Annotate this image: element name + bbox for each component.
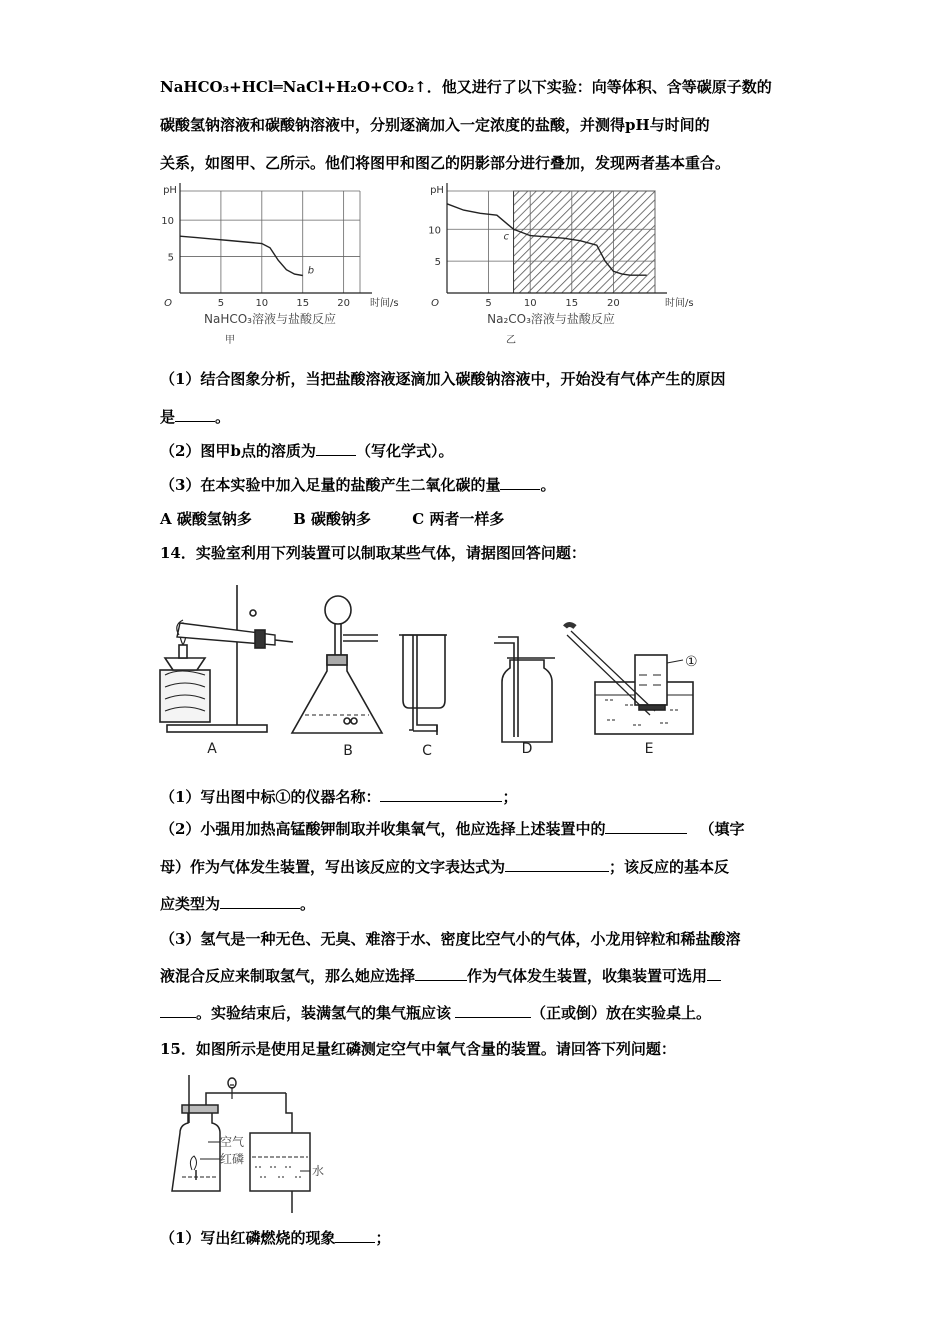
q14-3-line-a: （3）氢气是一种无色、无臭、难溶于水、密度比空气小的气体，小龙用锌粒和稀盐酸溶	[160, 930, 741, 948]
q14-2-line-b: 母）作为气体发生装置，写出该反应的文字表达式为 ；该反应的基本反	[160, 858, 730, 876]
chart-title: NaHCO₃溶液与盐酸反应	[204, 312, 336, 326]
x-tick-label: 10	[523, 298, 537, 309]
apparatus-figure	[155, 575, 715, 765]
answer-blank[interactable]	[316, 441, 356, 456]
y-tick-label: 10	[428, 225, 441, 237]
reaction-equation: NaHCO₃+HCl═NaCl+H₂O+CO₂↑	[160, 78, 427, 96]
q13-2: （2）图甲b点的溶质为 （写化学式）。	[160, 442, 454, 460]
q14-3-line-b: 液混合反应来制取氢气，那么她应选择 作为气体发生装置，收集装置可选用	[160, 966, 721, 986]
label-water: 水	[312, 1164, 325, 1178]
answer-blank[interactable]	[500, 475, 540, 490]
intro-line-2: 碳酸氢钠溶液和碳酸钠溶液中，分别逐滴加入一定浓度的盐酸，并测得pH与时间的	[160, 116, 710, 134]
apparatus-label: C	[422, 743, 432, 759]
option-c: C 两者一样多	[412, 510, 505, 528]
q13-1-line-b: 是 。	[160, 408, 231, 426]
apparatus-a	[160, 585, 293, 732]
q15-title: 15．如图所示是使用足量红磷测定空气中氧气含量的装置。请回答下列问题：	[160, 1040, 676, 1058]
answer-blank[interactable]	[335, 1228, 375, 1243]
answer-blank[interactable]	[605, 819, 687, 834]
x-tick-label: 5	[217, 298, 225, 309]
apparatus-e	[565, 625, 693, 735]
origin-label: O	[431, 298, 439, 309]
q14-title: 14．实验室利用下列装置可以制取某些气体，请据图回答问题：	[160, 544, 586, 562]
q14-1: （1）写出图中标①的仪器名称： ；	[160, 788, 518, 806]
y-tick-label: 10	[161, 216, 174, 228]
option-b: B 碳酸钠多	[293, 510, 372, 528]
q13-1-line-a: （1）结合图象分析，当把盐酸溶液逐滴加入碳酸钠溶液中，开始没有气体产生的原因	[160, 370, 726, 388]
label-air: 空气	[220, 1135, 245, 1149]
q14-2-line-a: （2）小强用加热高锰酸钾制取并收集氧气，他应选择上述装置中的 （填字	[160, 820, 745, 838]
y-tick-label: 5	[167, 252, 174, 264]
q14-3-line-c: 。实验结束后，装满氢气的集气瓶应该 （正或倒）放在实验桌上。	[160, 1003, 711, 1023]
chart-title: Na₂CO₃溶液与盐酸反应	[487, 312, 615, 326]
answer-blank[interactable]	[455, 1003, 531, 1018]
panel-label: 甲	[225, 335, 235, 346]
intro-line-3: 关系，如图甲、乙所示。他们将图甲和图乙的阴影部分进行叠加，发现两者基本重合。	[160, 154, 731, 172]
chart-na2co3	[425, 183, 725, 353]
answer-blank[interactable]	[220, 894, 300, 909]
origin-label: O	[164, 298, 172, 309]
point-label: b	[307, 265, 315, 277]
apparatus-c	[399, 635, 447, 735]
marker-1: ①	[685, 654, 698, 670]
answer-blank[interactable]	[160, 1003, 196, 1018]
apparatus-label: A	[207, 741, 217, 757]
q14-2-line-c: 应类型为 。	[160, 895, 316, 913]
panel-label: 乙	[506, 335, 516, 346]
answer-blank[interactable]	[707, 966, 721, 981]
apparatus-d	[494, 637, 555, 742]
y-axis-label: pH	[163, 185, 177, 196]
x-tick-label: 15	[565, 298, 579, 309]
intro-line-1: NaHCO₃+HCl═NaCl+H₂O+CO₂↑．他又进行了以下实验：向等体积、含等碳原子数的	[160, 78, 772, 96]
chart-nahco3	[158, 183, 438, 353]
x-tick-label: 5	[485, 298, 492, 309]
point-label: c	[503, 231, 510, 243]
ph-curve	[180, 236, 303, 275]
x-tick-label: 20	[607, 298, 620, 309]
apparatus-label: D	[521, 741, 533, 757]
x-axis-label: 时间/s	[370, 298, 399, 309]
apparatus-b	[292, 596, 382, 733]
answer-blank[interactable]	[380, 787, 502, 802]
x-tick-label: 15	[296, 298, 310, 309]
phosphorus-apparatus	[160, 1075, 350, 1205]
option-a: A 碳酸氢钠多	[160, 510, 252, 528]
answer-blank[interactable]	[505, 857, 609, 872]
label-phosphorus: 红磷	[220, 1152, 245, 1166]
q13-3: （3）在本实验中加入足量的盐酸产生二氧化碳的量 。	[160, 476, 556, 494]
y-tick-label: 5	[434, 257, 441, 269]
y-axis-label: pH	[430, 185, 444, 196]
q15-1: （1）写出红磷燃烧的现象 ；	[160, 1229, 391, 1247]
answer-blank[interactable]	[175, 407, 215, 422]
q13-options	[160, 509, 504, 529]
apparatus-label: E	[644, 741, 654, 757]
x-axis-label: 时间/s	[665, 298, 694, 309]
apparatus-label: B	[343, 743, 353, 759]
x-tick-label: 20	[337, 298, 351, 309]
answer-blank[interactable]	[415, 966, 467, 981]
x-tick-label: 10	[255, 298, 269, 309]
